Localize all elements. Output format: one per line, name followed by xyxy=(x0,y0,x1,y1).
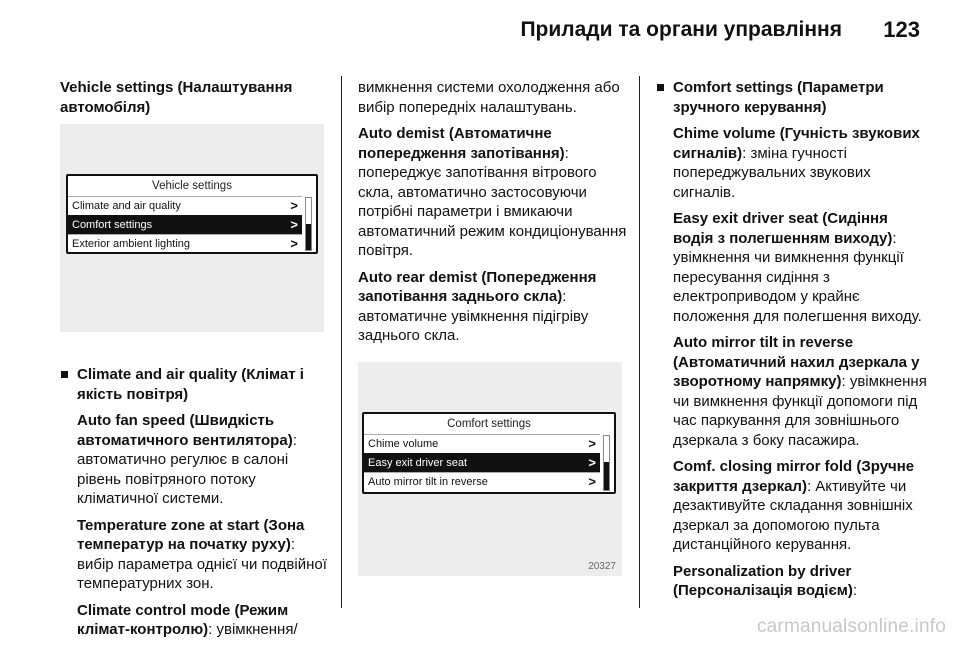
entry-temperature-zone: Temperature zone at start (Зона температур на початку руху): вибір параметра однієї чи подвійної температурних зон. xyxy=(77,516,327,592)
section-title: Vehicle settings (Налаштування автомобіля) xyxy=(60,79,293,116)
chevron-right-icon: > xyxy=(588,436,596,451)
menu-item-easy-exit: Easy exit driver seat > xyxy=(364,453,600,472)
column-divider-1 xyxy=(341,76,342,608)
chevron-right-icon: > xyxy=(290,236,298,251)
page-number: 123 xyxy=(883,17,920,42)
bullet-title: Climate and air quality (Клімат і якість повітря) xyxy=(77,366,304,403)
column-3 xyxy=(656,78,928,608)
bullet-climate xyxy=(60,365,328,404)
entry-climate-control-mode: Climate control mode (Режим клімат-контролю): увімкнення/ xyxy=(77,601,298,638)
figure-number: 20327 xyxy=(588,561,616,572)
chevron-right-icon: > xyxy=(290,198,298,213)
bullet-title: Comfort settings (Параметри зручного керування) xyxy=(673,79,884,116)
chapter-title: Прилади та органи управління xyxy=(520,18,842,41)
chevron-right-icon: > xyxy=(290,217,298,232)
entry-mirror-fold: Comf. closing mirror fold (Зручне закриття дзеркал): Активуйте чи дезактивуйте складання зовнішніх дзеркал за допомогою пульта дистанційного керування. xyxy=(673,458,915,553)
column-divider-2 xyxy=(639,76,640,608)
entry-auto-rear-demist: Auto rear demist (Попередження запотівання заднього скла): автоматичне увімкнення підігріву заднього скла. xyxy=(358,268,597,344)
display-scrollbar xyxy=(305,197,312,251)
entry-easy-exit: Easy exit driver seat (Сидіння водія з полегшенням виходу): увімкнення чи вимкнення функції пересування сидіння з електроприводом у крайнє положення для полегшення виходу. xyxy=(673,210,922,325)
display-scrollbar xyxy=(603,435,610,491)
menu-item-chime: Chime volume > xyxy=(364,434,600,453)
entry-chime-volume: Chime volume (Гучність звукових сигналів): зміна гучності попереджувальних звукових сигналів. xyxy=(673,125,920,201)
chevron-right-icon: > xyxy=(588,474,596,489)
watermark-text: carmanualsonline.info xyxy=(756,616,946,637)
vehicle-settings-display xyxy=(66,174,318,254)
comfort-settings-figure xyxy=(358,362,622,576)
display-title: Comfort settings xyxy=(447,418,531,430)
vehicle-settings-figure xyxy=(60,124,324,332)
menu-item-climate: Climate and air quality > xyxy=(68,196,302,215)
chevron-right-icon: > xyxy=(588,455,596,470)
menu-item-comfort: Comfort settings > xyxy=(68,215,302,234)
comfort-settings-display xyxy=(362,412,616,494)
column-2 xyxy=(358,78,628,353)
menu-item-exterior: Exterior ambient lighting > xyxy=(68,234,302,253)
entry-auto-demist: Auto demist (Автоматичне попередження запотівання): попереджує запотівання вітрового скла, автоматично застосовуючи потрібні параметри і вмикаючи автоматичний режим кондиціонування повітря. xyxy=(358,125,627,259)
entry-auto-fan-speed: Auto fan speed (Швидкість автоматичного вентилятора): автоматично регулює в салоні рівень повітряного потоку кліматичної системи. xyxy=(77,412,297,507)
menu-item-mirror-tilt: Auto mirror tilt in reverse > xyxy=(364,472,600,491)
continued-text: вимкнення системи охолодження або вибір попередніх налаштувань. xyxy=(358,79,620,116)
bullet-square-icon xyxy=(657,84,664,91)
display-title: Vehicle settings xyxy=(152,180,232,192)
entry-personalization: Personalization by driver (Персоналізація водієм): xyxy=(673,562,858,599)
page-header xyxy=(0,0,960,56)
entry-auto-mirror-tilt: Auto mirror tilt in reverse (Автоматичний нахил дзеркала у зворотному напрямку): увімкнення чи вимкнення функції допомоги під час паркування для зовнішнього дзеркала з боку пасажира. xyxy=(673,334,927,449)
bullet-comfort xyxy=(656,78,928,117)
bullet-square-icon xyxy=(61,371,68,378)
